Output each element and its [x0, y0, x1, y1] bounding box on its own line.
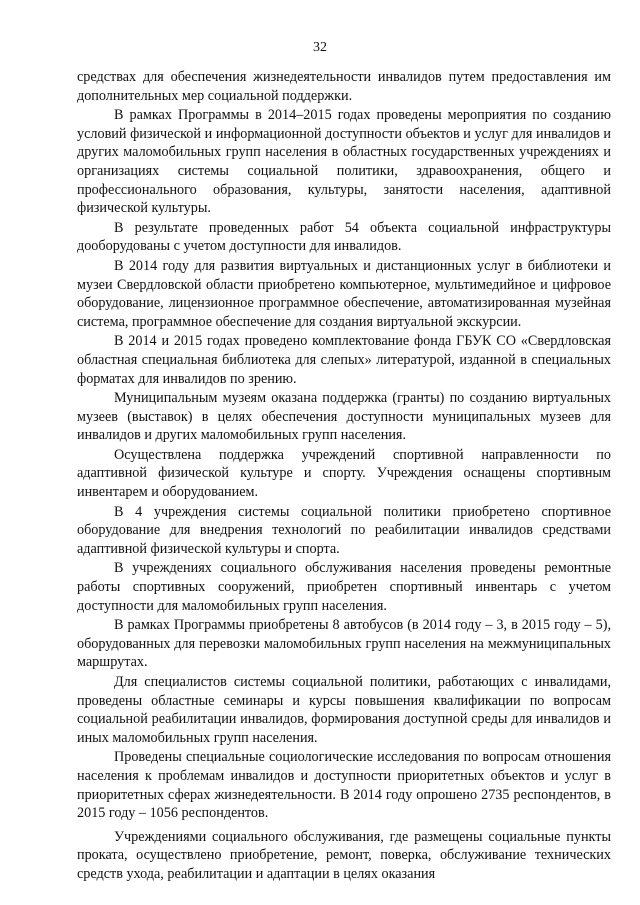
paragraph-seminars: Для специалистов системы социальной политики, работающих с инвалидами, проведены областные семинары и курсы повышения квалификации по вопросам социальной реабилитации инвалидов, формирования доступной среды для инвалидов и иных маломобильных групп населения. [77, 674, 611, 746]
paragraph-continuation: средствах для обеспечения жизнедеятельности инвалидов путем предоставления им дополнительных мер социальной поддержки. [77, 69, 611, 104]
paragraph-infrastructure-objects: В результате проведенных работ 54 объекта социальной инфраструктуры дооборудованы с учетом доступности для инвалидов. [77, 219, 611, 255]
paragraph-sports-equipment: В 4 учреждения системы социальной политики приобретено спортивное оборудование для внедрения технологий по реабилитации инвалидов средствами адаптивной физической культуры и спорта. [77, 503, 611, 557]
document-body [77, 68, 611, 884]
paragraph-sports-institutions: Осуществлена поддержка учреждений спортивной направленности по адаптивной физической культуре и спорту. Учреждения оснащены спортивным инвентарем и оборудованием. [77, 446, 611, 501]
paragraph-program-activities: В рамках Программы в 2014–2015 годах проведены мероприятия по созданию условий физической и информационной доступности объектов и услуг для инвалидов и других маломобильных групп населения в областных государственных учреждениях и организациях системы социальной политики, здравоохранения, общего и профессионального образования, культуры, занятости населения, адаптивной физической культуры. [77, 107, 611, 217]
page-number: 32 [313, 40, 327, 55]
paragraph-libraries-museums: В 2014 году для развития виртуальных и дистанционных услуг в библиотеки и музеи Свердловской области приобретено компьютерное, мультимедийное и цифровое оборудование, лицензионное программное обеспечение, автоматизированная музейная система, программное обеспечение для создания виртуальной экскурсии. [77, 257, 611, 330]
paragraph-research: Проведены специальные социологические исследования по вопросам отношения населения к проблемам инвалидов и доступности приоритетных объектов и услуг в приоритетных сферах жизнедеятельности. В 2014 году опрошено 2735 респондентов, в 2015 году – 1056 респондентов. [77, 749, 611, 822]
paragraph-rental-points: Учреждениями социального обслуживания, где размещены социальные пункты проката, осуществлено приобретение, ремонт, поверка, обслуживание технических средств ухода, реабилитации и адаптации в целях оказания [77, 828, 611, 882]
paragraph-library-for-blind: В 2014 и 2015 годах проведено комплектование фонда ГБУК СО «Свердловская областная специальная библиотека для слепых» литературой, изданной в специальных форматах для инвалидов по зрению. [77, 333, 611, 387]
paragraph-municipal-museums: Муниципальным музеям оказана поддержка (гранты) по созданию виртуальных музеев (выставок) в целях обеспечения доступности муниципальных музеев для инвалидов и других маломобильных групп населения. [77, 390, 611, 444]
paragraph-repair-works: В учреждениях социального обслуживания населения проведены ремонтные работы спортивных сооружений, приобретен спортивный инвентарь с учетом доступности для маломобильных групп населения. [77, 560, 611, 614]
paragraph-buses: В рамках Программы приобретены 8 автобусов (в 2014 году – 3, в 2015 году – 5), оборудованных для перевозки маломобильных групп населения на межмуниципальных маршрутах. [77, 617, 611, 671]
